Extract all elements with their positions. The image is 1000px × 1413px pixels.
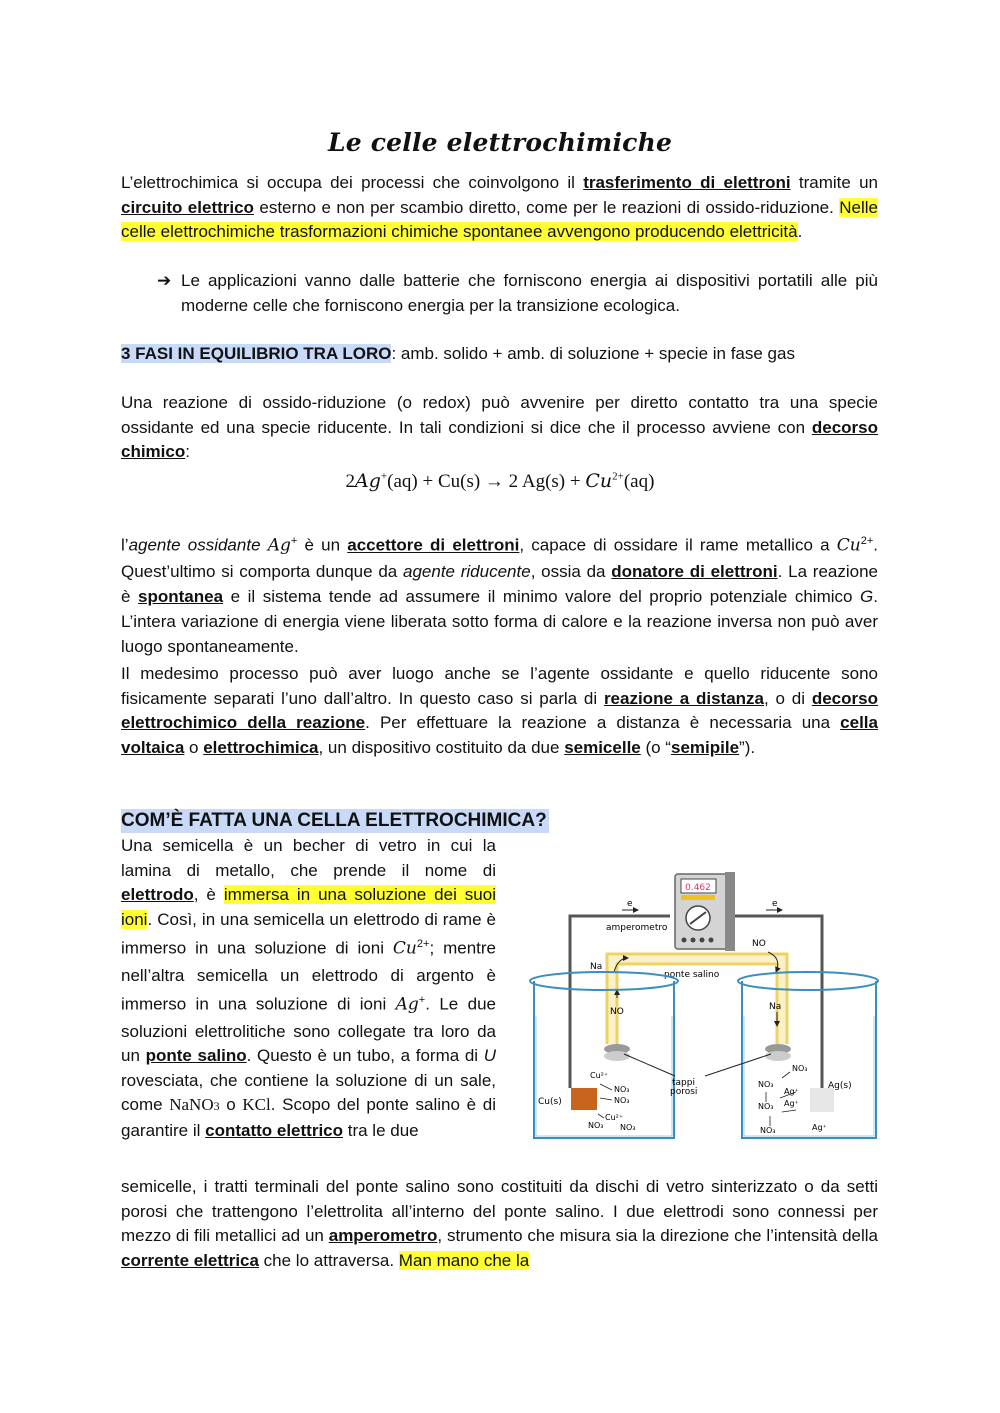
term-spontaneous: spontanea bbox=[138, 586, 224, 606]
eq-copper-charge: 2+ bbox=[612, 470, 624, 483]
electrochemical-cell-diagram bbox=[520, 866, 882, 1156]
arrow-bullet-icon: ➔ bbox=[157, 271, 172, 290]
eq-middle: (aq) + Cu(s) → 2 Ag(s) + bbox=[387, 471, 586, 492]
term-ammeter: amperometro bbox=[328, 1226, 438, 1245]
ion-label: Ag⁺ bbox=[812, 1123, 827, 1132]
distance-text: . Per effettuare la reazione a distanza è necessaria una bbox=[365, 713, 841, 732]
highlight-text: immersa in una soluzione dei suoi ioni bbox=[121, 885, 496, 929]
left-wire bbox=[570, 916, 670, 1088]
copper-ion: Cu bbox=[392, 938, 417, 959]
ion-label: NO₃ bbox=[760, 1126, 776, 1135]
phases-text: : amb. solido + amb. di soluzione + specie in fase gas bbox=[391, 344, 795, 363]
oxidant-paragraph bbox=[121, 529, 878, 659]
intro-text: esterno e non per scambio diretto, come per le reazioni di ossido-riduzione. bbox=[253, 197, 840, 217]
ion-label: NO₃ bbox=[588, 1121, 604, 1130]
ion-label: NO₃ bbox=[758, 1102, 774, 1111]
cell-text: , è bbox=[193, 885, 224, 904]
reaction-equation bbox=[0, 470, 1000, 493]
ion-label: NO₃ bbox=[614, 1096, 630, 1105]
oxidant-text: . L’intera variazione di energia viene liberata sotto forma di calore e la reazione inversa non può aver luogo spontaneamente. bbox=[121, 586, 878, 656]
plugs-label-1: tappi bbox=[672, 1078, 695, 1088]
right-beaker bbox=[738, 972, 878, 1138]
nano3-subscript: 3 bbox=[213, 1099, 220, 1114]
distance-text: Il medesimo processo può aver luogo anche se l’agente ossidante e quello riducente sono fisicamente separati l’uno dall’altro. In questo caso si parla di bbox=[121, 664, 878, 708]
oxidant-text: l’ bbox=[121, 535, 129, 555]
term-electrochemical-course: decorso elettrochimico della reazione bbox=[121, 688, 878, 732]
term-electrode: elettrodo bbox=[121, 885, 194, 904]
copper-ion-charge: 2+ bbox=[416, 938, 430, 950]
distance-text: o bbox=[184, 737, 204, 757]
copper-electrode bbox=[571, 1088, 597, 1110]
na-right-label: Na bbox=[769, 1002, 782, 1012]
ion-label: Ag⁺ bbox=[784, 1087, 799, 1096]
left-beaker bbox=[530, 972, 678, 1138]
silver-ion: Ag bbox=[395, 994, 419, 1015]
ion-label: Ag⁺ bbox=[784, 1099, 799, 1108]
term-electric-circuit: circuito elettrico bbox=[121, 197, 254, 217]
term-half-cells: semicelle bbox=[564, 737, 641, 757]
salt-bridge-label: ponte salino bbox=[664, 970, 720, 980]
electron-label-left: e bbox=[627, 899, 633, 909]
silver-ion: Ag bbox=[267, 535, 291, 556]
copper-ion: Cu bbox=[836, 535, 861, 556]
bullet-text: Le applicazioni vanno dalle batterie che forniscono energia ai dispositivi portatili alle più moderne celle che forniscono energia per la transizione ecologica. bbox=[181, 271, 878, 315]
oxidant-text: è un bbox=[297, 535, 348, 555]
cell-cont-text: , strumento che misura sia la direzione che l’intensità della bbox=[437, 1226, 878, 1245]
copper-label: Cu(s) bbox=[538, 1097, 562, 1107]
cell-text: rovesciata, che contiene la soluzione di un sale, come bbox=[121, 1070, 496, 1115]
electron-label-right: e bbox=[772, 899, 778, 909]
ion-label: Cu²⁺ bbox=[590, 1071, 609, 1080]
reducing-agent-term: agente riducente bbox=[403, 561, 531, 581]
kcl-formula: KCl bbox=[242, 1095, 271, 1115]
section-heading: COM’È FATTA UNA CELLA ELETTROCHIMICA? bbox=[121, 810, 547, 831]
term-electrochemical: elettrochimica bbox=[203, 737, 319, 757]
silver-label: Ag(s) bbox=[828, 1081, 852, 1091]
cell-text: tra le due bbox=[343, 1120, 419, 1140]
cell-text: . Scopo del ponte salino è di garantire il bbox=[121, 1095, 496, 1140]
ammeter-label: amperometro bbox=[606, 923, 668, 933]
meter-reading: 0.462 bbox=[685, 883, 711, 893]
oxidant-text: e il sistema tende ad assumere il minimo valore del proprio potenziale chimico bbox=[223, 586, 861, 606]
distance-paragraph bbox=[121, 662, 878, 760]
redox-text: : bbox=[185, 442, 190, 461]
distance-text: , o di bbox=[764, 688, 812, 708]
cell-cont-text: semicelle, i tratti terminali del ponte salino sono costituiti da dischi di vetro sinterizzato o da setti porosi che trattengono l’elettrolita all’interno del ponte salino. I due elettrodi sono connessi per mezzo di fili metallici ad un bbox=[121, 1177, 878, 1245]
cell-text: o bbox=[219, 1095, 243, 1115]
term-semipile: semipile bbox=[670, 737, 740, 757]
ion-label: NO₃ bbox=[758, 1080, 774, 1089]
no3-left-label: NO bbox=[610, 1007, 624, 1017]
intro-text: L’elettrochimica si occupa dei processi che coinvolgono il bbox=[121, 173, 584, 192]
na-left-label: Na bbox=[590, 962, 603, 972]
ion-label: Cu²⁺ bbox=[605, 1113, 624, 1122]
eq-silver: Ag bbox=[355, 470, 381, 492]
silver-ion-charge: + bbox=[418, 994, 426, 1007]
term-electron-transfer: trasferimento di elettroni bbox=[583, 173, 791, 192]
eq-coefficient: 2 bbox=[345, 471, 356, 492]
cell-cont-text: che lo attraversa. bbox=[258, 1250, 399, 1270]
nano3-formula: NaNO bbox=[169, 1095, 214, 1115]
oxidizing-agent-term: agente ossidante bbox=[128, 535, 261, 555]
ammeter bbox=[675, 872, 735, 951]
eq-end: (aq) bbox=[623, 471, 655, 492]
term-voltaic-cell: cella voltaica bbox=[121, 713, 878, 757]
term-electric-contact: contatto elettrico bbox=[205, 1120, 344, 1140]
term-electric-current: corrente elettrica bbox=[121, 1250, 259, 1270]
term-salt-bridge: ponte salino bbox=[145, 1046, 247, 1066]
cell-text: . Questo è un tubo, a forma di bbox=[246, 1046, 484, 1066]
intro-paragraph bbox=[121, 171, 878, 245]
distance-text: (o “ bbox=[640, 737, 671, 757]
term-electron-donor: donatore di elettroni bbox=[611, 561, 778, 581]
page-title: Le celle elettrochimiche bbox=[327, 128, 673, 157]
oxidant-text: , ossia da bbox=[530, 561, 612, 581]
plugs-label-2: porosi bbox=[670, 1087, 698, 1097]
cell-text: . Così, in una semicella un elettrodo di rame è immerso in una soluzione di ioni bbox=[121, 909, 496, 958]
no3-top-label: NO bbox=[752, 939, 766, 949]
term-electron-acceptor: accettore di elettroni bbox=[347, 535, 520, 555]
cell-text: Una semicella è un becher di vetro in cui la lamina di metallo, che prende il nome di bbox=[121, 836, 496, 880]
intro-text: tramite un bbox=[790, 173, 879, 192]
phases-label: 3 FASI IN EQUILIBRIO TRA LORO bbox=[121, 344, 392, 363]
chem-potential-symbol: G bbox=[860, 586, 874, 606]
oxidant-text: . La reazione è bbox=[121, 561, 878, 606]
redox-text: Una reazione di ossido-riduzione (o redox) può avvenire per diretto contatto tra una specie ossidante ed una specie riducente. In tali condizioni si dice che il processo avviene con bbox=[121, 393, 878, 437]
ion-label: NO₃ bbox=[792, 1064, 808, 1073]
highlight-text: Nelle celle elettrochimiche trasformazioni chimiche spontanee avvengono producendo elettricità bbox=[121, 197, 878, 241]
silver-electrode bbox=[810, 1088, 834, 1112]
highlight-text: Man mano che la bbox=[398, 1250, 530, 1270]
term-chemical-course: decorso chimico bbox=[121, 417, 878, 461]
distance-text: ”). bbox=[739, 737, 756, 757]
ion-label: NO₃ bbox=[614, 1085, 630, 1094]
cell-text: . Le due soluzioni elettrolitiche sono collegate tra loro da un bbox=[121, 994, 496, 1066]
eq-silver-charge: + bbox=[380, 470, 388, 483]
ion-label: NO₃ bbox=[620, 1123, 636, 1132]
u-letter: U bbox=[483, 1046, 497, 1066]
term-distance-reaction: reazione a distanza bbox=[603, 688, 764, 708]
redox-paragraph bbox=[121, 391, 878, 465]
cell-text: ; mentre nell’altra semicella un elettrodo di argento è immerso in una soluzione di ioni bbox=[121, 938, 497, 1014]
oxidant-text: , capace di ossidare il rame metallico a bbox=[519, 535, 837, 555]
cell-continued-paragraph bbox=[121, 1175, 878, 1273]
intro-text: . bbox=[797, 222, 803, 241]
distance-text: , un dispositivo costituito da due bbox=[318, 737, 565, 757]
phases-line bbox=[121, 342, 878, 367]
eq-copper: Cu bbox=[585, 470, 613, 492]
copper-ion-charge: 2+ bbox=[860, 535, 874, 547]
cell-paragraph bbox=[121, 834, 496, 1143]
silver-ion-charge: + bbox=[290, 535, 298, 547]
oxidant-text: . Quest’ultimo si comporta dunque da bbox=[121, 535, 878, 581]
